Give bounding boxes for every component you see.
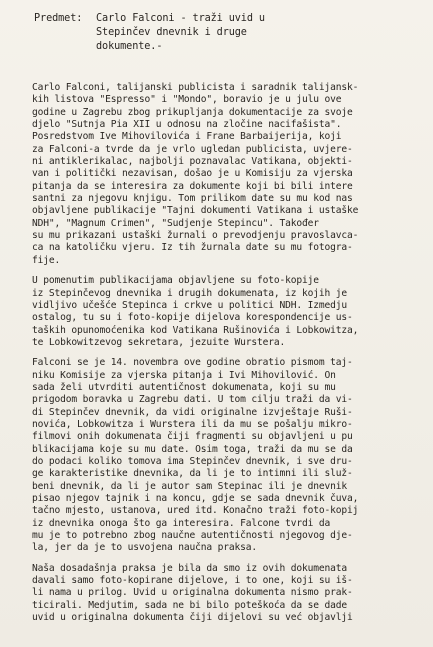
text-line: U pomenutim publikacijama objavljene su foto-kopije	[32, 275, 319, 287]
text-line: NDH", "Magnum Crimen", "Sudjenje Stepincu". Također	[32, 217, 319, 229]
text-line: taških opunomoćenika kod Vatikana Rušinovića i Lobkowitza,	[32, 324, 359, 336]
subject-line: dokumente.-	[96, 41, 163, 52]
paragraph	[32, 82, 424, 267]
text-line: vidljivo učešće Stepinca i crkve u politici NDH. Izmedju	[32, 299, 348, 311]
text-line: su mu prikazani ustaški žurnali o prevodjenju pravoslavca-	[32, 230, 359, 242]
text-line: santni za njegovu knjigu. Tom prilikom date su mu kod nas	[32, 193, 353, 205]
paragraph	[32, 275, 424, 349]
subject-label: Predmet:	[34, 13, 83, 24]
text-line: di Stepinčev dnevnik, da vidi originalne izvještaje Ruši-	[32, 406, 353, 418]
text-line: ca na katoličku vjeru. Iz tih žurnala date su mu fotogra-	[32, 242, 353, 254]
subject-text	[96, 12, 265, 54]
text-line: Posredstvom Ive Mihovilovića i Frane Barbaiјerija, koji	[32, 131, 342, 143]
text-line: pisao njegov tajnik i na koncu, gdje se sada dnevnik čuva,	[32, 493, 359, 504]
text-line: kih listova "Espresso" i "Mondo", boravio je u julu ove	[32, 94, 342, 106]
text-line: uvid u originalna dokumenta čiji dijelovi su već objavlji	[32, 612, 353, 624]
text-line: la, jer da je to usvojena naučna praksa.	[32, 542, 258, 554]
text-line: ticirali. Medjutim, sada ne bi bilo poteškoća da se dade	[32, 599, 348, 611]
text-line: ge karakteristike dnevnika, da li je to intimni ili služ-	[32, 468, 353, 480]
text-line: Falconi se je 14. novembra ove godine obratio pismom taj-	[32, 357, 353, 369]
text-line: beni dnevnik, da li je autor sam Stepinac ili je dnevnik	[32, 480, 348, 492]
text-line: prigodom boravka u Zagrebu dati. U tom cilju traži da vi-	[32, 394, 353, 406]
text-line: novića, Lobkowitza i Wurstera ili da mu se pošalju mikro-	[32, 418, 353, 430]
text-line: Naša dosadašnja praksa je bila da smo iz ovih dokumenata	[32, 562, 348, 574]
text-line: van i politički nezavisan, došao je u Komisiju za vjerska	[32, 168, 353, 180]
text-line: li nama u prilog. Uvid u originalna dokumenta nismo prak-	[32, 587, 353, 599]
paragraph	[32, 357, 424, 555]
text-line: fije.	[32, 254, 61, 266]
text-line: davali samo foto-kopirane dijelove, i to one, koji su iš-	[32, 575, 353, 587]
text-line: za Falconi-a tvrde da je vrlo ugledan publicista, uvjere-	[32, 143, 353, 155]
text-line: pitanja da se interesira za dokumente koji bi bili intere	[32, 180, 353, 192]
subject-line: Stepinčev dnevnik i druge	[96, 27, 247, 38]
text-line: tačno mjesto, ustanova, ured itd. Konačno traži foto-kopij	[32, 505, 359, 517]
text-line: do podaci koliko tomova ima Stepinčev dnevnik, i sve dru-	[32, 455, 353, 467]
text-line: iz Stepinčevog dnevnika i drugih dokumenata, iz kojih je	[32, 287, 348, 299]
text-line: filmovi onih dokumenata čiji fragmenti su objavljeni u pu	[32, 431, 353, 443]
paragraph	[32, 563, 424, 625]
subject-block	[34, 12, 265, 54]
text-line: blikacijama koje su mu date. Osim toga, traži da mu se da	[32, 443, 353, 455]
text-line: ni antiklerikalac, najbolji poznavalac Vatikana, objekti-	[32, 156, 353, 168]
text-line: niku Komisije za vjerska pitanja i Ivi Mihovilović. On	[32, 369, 336, 381]
text-line: sada želi utvrditi autentičnost dokumenata, koji su mu	[32, 381, 336, 393]
subject-line: Carlo Falconi - traži uvid u	[96, 13, 265, 24]
letter-body	[32, 82, 424, 632]
text-line: Carlo Falconi, talijanski publicista i saradnik talijansk-	[32, 82, 359, 93]
text-line: godine u Zagrebu zbog prikupljanja dokumentacije za svoje	[32, 106, 353, 118]
text-line: mu je to potrebno zbog naučne autentičnosti njegovog dje-	[32, 530, 353, 542]
text-line: ostalog, tu su i foto-kopije dijelova korespondencije us-	[32, 312, 353, 324]
text-line: te Lobkowitzevog sekretara, jezuite Wurstera.	[32, 336, 286, 348]
text-line: objavljene publikacije "Tajni dokumenti Vatikana i ustaške	[32, 205, 359, 217]
text-line: iz dnevnika onoga što ga interesira. Falcone tvrdi da	[32, 517, 331, 529]
text-line: djelo "Šutnja Pia XII u odnosu na zločine nacifašista".	[32, 119, 342, 131]
